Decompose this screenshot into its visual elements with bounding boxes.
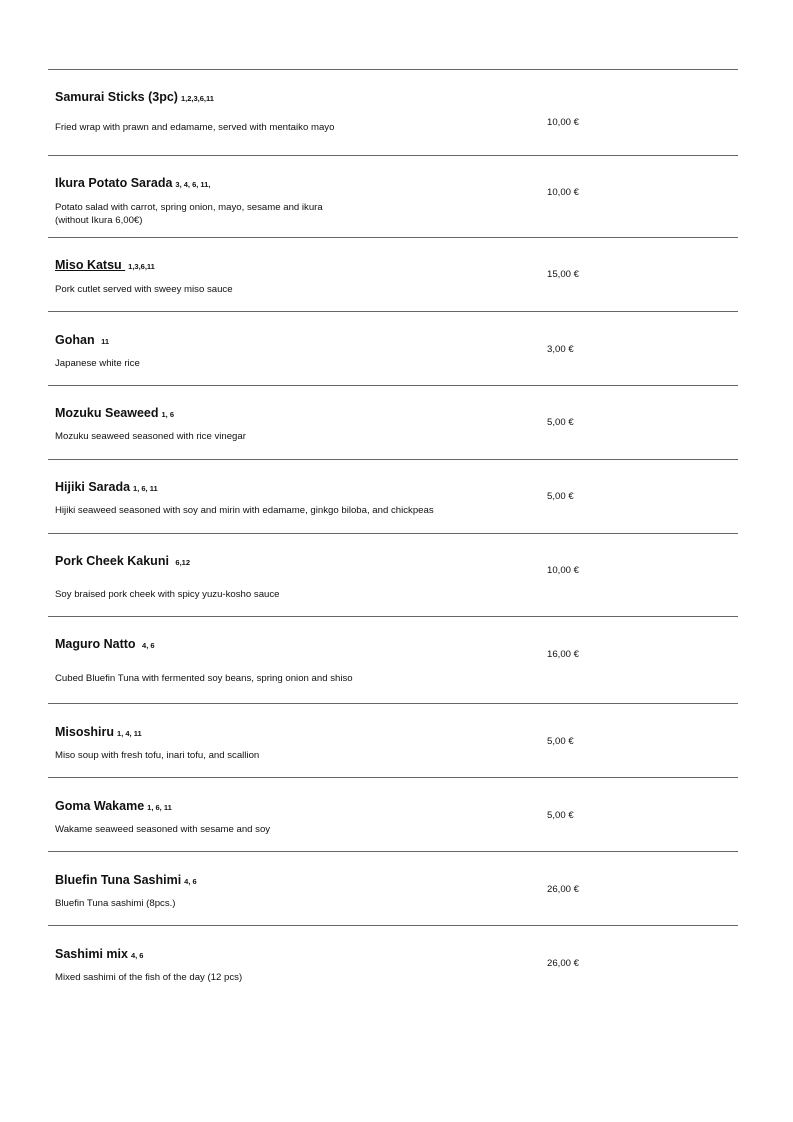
item-description: Mixed sashimi of the fish of the day (12 pcs) (55, 972, 243, 983)
item-allergens: 1,3,6,11 (128, 262, 155, 271)
menu-item-title (55, 176, 210, 192)
divider (48, 311, 738, 312)
menu-item-title (55, 333, 109, 349)
item-description: Wakame seaweed seasoned with sesame and soy (55, 824, 271, 835)
divider (48, 155, 738, 156)
item-allergens: 1, 6, 11 (147, 803, 172, 812)
divider (48, 69, 738, 70)
item-price: 16,00 € (547, 649, 580, 660)
menu-item-title (55, 554, 190, 570)
divider (48, 925, 738, 926)
menu-item-title (55, 799, 172, 815)
item-description: Pork cutlet served with sweey miso sauce (55, 284, 233, 295)
menu-item-title (55, 406, 174, 422)
menu-item-title (55, 947, 143, 963)
item-name: Sashimi mix (55, 947, 128, 961)
item-name: Goma Wakame (55, 799, 145, 813)
item-description: Hijiki seaweed seasoned with soy and mirin with edamame, ginkgo biloba, and chickpeas (55, 505, 434, 516)
menu-item-title (55, 90, 214, 106)
item-description: Fried wrap with prawn and edamame, served with mentaiko mayo (55, 122, 335, 133)
item-price: 10,00 € (547, 187, 580, 198)
menu-item-title (55, 480, 158, 496)
item-price: 26,00 € (547, 884, 580, 895)
item-name: Pork Cheek Kakuni (55, 554, 173, 568)
item-allergens: 11 (101, 337, 109, 346)
item-name: Hijiki Sarada (55, 480, 131, 494)
item-price: 5,00 € (547, 736, 574, 747)
divider (48, 777, 738, 778)
menu-item-title (55, 873, 197, 889)
item-price: 15,00 € (547, 269, 580, 280)
item-price: 3,00 € (547, 344, 574, 355)
item-allergens: 1,2,3,6,11 (180, 94, 214, 103)
item-allergens: 4, 6 (130, 951, 144, 960)
item-description: Bluefin Tuna sashimi (8pcs.) (55, 898, 176, 909)
item-price: 10,00 € (547, 565, 580, 576)
item-price: 5,00 € (547, 417, 574, 428)
item-allergens: 1, 6, 11 (133, 484, 158, 493)
item-description: Miso soup with fresh tofu, inari tofu, and scallion (55, 750, 260, 761)
item-name: Ikura Potato Sarada (55, 176, 173, 190)
menu-item-title (55, 725, 142, 741)
item-allergens: 6,12 (175, 558, 191, 567)
item-name: Samurai Sticks (3pc) (55, 90, 178, 104)
item-price: 10,00 € (547, 117, 580, 128)
item-description: Potato salad with carrot, spring onion, mayo, sesame and ikura (without Ikura 6,00€) (55, 202, 323, 226)
divider (48, 533, 738, 534)
item-allergens: 1, 4, 11 (117, 729, 142, 738)
item-allergens: 1, 6 (161, 410, 175, 419)
item-allergens: 3, 4, 6, 11, (175, 180, 211, 189)
item-name: Misoshiru (55, 725, 115, 739)
item-name: Maguro Natto (55, 637, 140, 651)
divider (48, 851, 738, 852)
item-allergens: 4, 6 (184, 877, 197, 886)
item-name: Mozuku Seaweed (55, 406, 159, 420)
item-description: Japanese white rice (55, 358, 140, 369)
item-allergens: 4, 6 (142, 641, 155, 650)
item-price: 5,00 € (547, 491, 574, 502)
divider (48, 616, 738, 617)
item-price: 26,00 € (547, 958, 580, 969)
item-description: Soy braised pork cheek with spicy yuzu-kosho sauce (55, 589, 280, 600)
divider (48, 703, 738, 704)
divider (48, 459, 738, 460)
item-description: Cubed Bluefin Tuna with fermented soy beans, spring onion and shiso (55, 673, 353, 684)
item-price: 5,00 € (547, 810, 574, 821)
menu-item-title (55, 637, 155, 653)
item-description: Mozuku seaweed seasoned with rice vinegar (55, 431, 246, 442)
divider (48, 237, 738, 238)
divider (48, 385, 738, 386)
item-name: Miso Katsu (55, 258, 126, 272)
menu-item-title (55, 258, 155, 274)
item-name: Gohan (55, 333, 99, 347)
item-name: Bluefin Tuna Sashimi (55, 873, 182, 887)
